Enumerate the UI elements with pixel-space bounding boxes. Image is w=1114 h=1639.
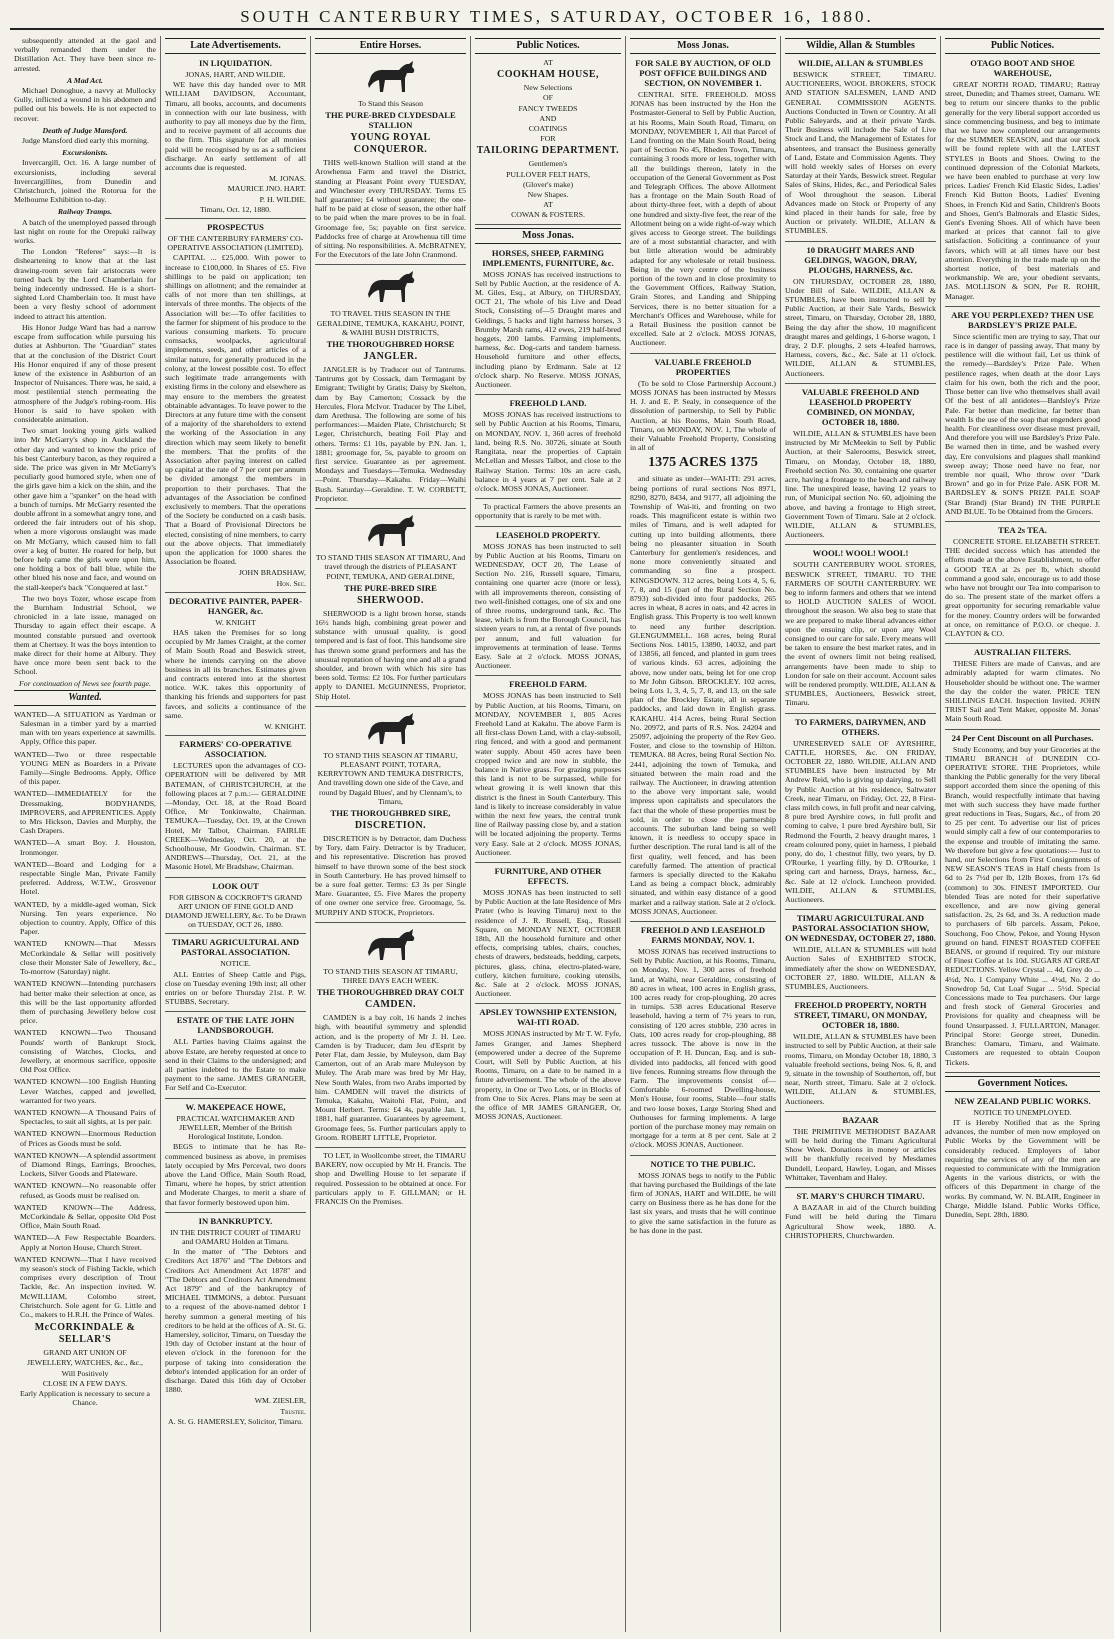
- ad-title: IN BANKRUPTCY.: [198, 1215, 273, 1226]
- ad-body: ON THURSDAY, OCTOBER 28, 1880, Under Bill of Sale. WILDIE, ALLAN & STUMBLES, have been instructed to sell by Public Auction, at their Sale Yards, Beswick street, Timaru, on Thursday, October 28, 1880, Being the day after the show, 10 magnificent draught mares and geldings, 1 6-horse wagon, 1 dray, 2 D.F. ploughs, 2 sets 4-leafed harrows, Harness, covers, &c., &c. Sale at 11 o'clock. WILDIE, ALLAN & STUMBLES, Auctioneers.: [785, 276, 936, 378]
- ad-body-continued: and situate as under—WAI-ITI: 291 acres, being portions of rural sections Nos 8971, 8290, 8270, 8434, and 9177, all adjoining the Township of Wai-iti, and fronting on two roads. This magnificent estate is within two miles of Timaru, and is well adapted for cutting up into building allotments, there being no pleasanter situation in South Canterbury for gentlemen's residences, and none more conveniently situated and commanding so fine a prospect. KINGSDOWN. 312 acres, being Lots 4, 5, 6, 7, 8, and 15 (part of the Rural Section No. 8793) sub-divided into four paddocks, 265 acres in wheat, 8 acres in oats, and 42 acres in English grass. This Property is too well known to need any further description. GLENGUMMELL. 168 acres, being Rural Sections Nos. 14015, 13890, 14032, and part of 13856, all fenced, and planted in gum trees of various kinds. 63 acres, adjoining the above, now under oats, being let for one crop to Mr John Gibson. BROCKLEY. 102 acres, being Lots 1, 3, 4, 5, 7, 8, and 13, on the sale plan of the Brockley Estate, all in separate paddocks, and laid down in English grass. KAKAHU. 414 Acres, being Rural Section No. 20972, and parts of R.S. Nos. 24204 and 25097, adjoining the property of the Rev Geo. Foster, and close to the township of Hilton. TEMUKA. 88 Acres, being Rural Section No. 2441, adjoining the town of Temuka, and situated between the main road and the railway. The Auctioneer, in drawing attention to the above very important sale, would impress upon capitalists and speculators the fact that the whole of these properties must be sold, in order to close the partnership accounts. The suburban land being so well known, it is needless to occupy space in further description. The rural land is all of the first quality, well fenced, and has been carefully farmed. The attention of practical farmers is specially directed to the Kakahu Land as being a compact block, admirably situated, and within easy distance of a good market and a railway station. Sale at 2 o'clock. MOSS JONAS, Auctioneer.: [630, 474, 776, 916]
- news-paragraph: Two smart looking young girls walked into Mr McGarry's shop in Auckland the other day and wanted to know the price of his best Canterbury bacon, as they required a side. The price was given in Mr McGarry's peculiarly good humored style, when one of the girls gave him a kick on the shin, and the other gave him a "spanker" on the head with a bunch of turnips. Mr McGarry resented the double affront in a somewhat angry tone, and ordered the fair intruders out of his shop, when a more vigorous onslaught was made on Mr McGarry, which caused him to fall over a keg of butter. He roared for help, but before help came the girls were upon him, one holding a box of ball blue, while the other blued his nose and face, and wound on the stall-keeper's back "Conquered at last.": [14, 426, 156, 592]
- government-notice: [945, 1096, 1100, 1224]
- mccorkindale-title: McCORKINDALE & SELLAR'S: [34, 1322, 136, 1346]
- cookham-line: COOKHAM HOUSE,: [496, 69, 599, 81]
- ad-title: NOTICE TO THE PUBLIC.: [650, 1158, 756, 1169]
- auction-notice: [785, 387, 936, 545]
- ad-body: SOUTH CANTERBURY WOOL STORES, BESWICK STREET, TIMARU. TO THE FARMERS OF SOUTH CANTERBURY. WE beg to inform farmers and others that we intend to HOLD AUCTION SALES of WOOL throughout the season. We also beg to state that we are prepared to make liberal advances either upon the ensuing clip, or upon any Wool consigned to our care for sale. Every means will be taken to ensure the best market rates, and in the event of owners limit not being realised, arrangements have been made to ship to London for sale on their account. Account sales will be rendered promptly. WILDIE, ALLAN & STUMBLES, Auctioneers, Beswick street, Timaru.: [785, 560, 936, 708]
- auction-notice: [475, 248, 621, 396]
- ad-title: FREEHOLD PROPERTY, NORTH STREET, TIMARU, ON MONDAY, OCTOBER 18, 1880.: [794, 1000, 927, 1031]
- wanted-ad: WANTED KNOWN—The Address, McCorkindale & Sellar, opposite Old Post Office, Main South Road.: [14, 1202, 156, 1231]
- auction-notice: [785, 1115, 936, 1188]
- ad-body: WILDIE, ALLAN & STUMBLES will hold Auction Sales of EXHIBITED STOCK, immediately after the show on WEDNESDAY, OCTOBER 27, 1880. WILDIE, ALLAN & STUMBLES, Auctioneers.: [785, 945, 936, 992]
- auction-notice: [630, 58, 776, 354]
- cookham-line: FANCY TWEEDS: [518, 103, 578, 113]
- horse-advertisement: [315, 512, 466, 707]
- column-wildie-allan-stumbles: [780, 36, 940, 1632]
- ad-title: THE THOROUGHBRED SIRE,: [330, 807, 451, 818]
- news-heading: Excursionists.: [62, 148, 108, 158]
- ad-signature: JOHN BRADSHAW,: [238, 568, 306, 578]
- wanted-ad: WANTED KNOWN—100 English Hunting Lever Watches, capped and jewelled, warranted for two years.: [14, 1077, 156, 1105]
- section-header-entire-horses: Entire Horses.: [315, 38, 466, 54]
- cookham-line: (Glover's make): [522, 179, 574, 189]
- auction-notice: [785, 548, 936, 713]
- ad-body: (To be sold to Close Partnership Account.) MOSS JONAS has been instructed by Messrs H. J. and E. P. Sealy, in consequence of the dissolution of partnership, to Sell by Public Auction, at his Rooms, Main South Road, Timaru, on MONDAY, NOV. 1, The whole of their Valuable Freehold Property, Consisting in all of: [630, 378, 776, 453]
- auction-notice: [475, 866, 621, 1004]
- wanted-ad: WANTED—A Few Respectable Boarders. Apply at Norton House, Church Street.: [14, 1233, 156, 1252]
- news-heading: A Mad Act.: [67, 75, 103, 85]
- ad-body: ALL Entries of Sheep Cattle and Pigs, close on Tuesday evening 19th inst; all other entries on or before Thursday 21st. P. W. STUBBS, Secretary.: [165, 969, 306, 1007]
- section-header-government-notices: Government Notices.: [945, 1076, 1100, 1092]
- ad-subtitle: IN THE DISTRICT COURT of TIMARU and OAMARU Holden at Timaru.: [170, 1227, 301, 1246]
- ad-body: THIS well-known Stallion will stand at the Arowhenua Farm and travel the District, standing at Pleasant Point every TUESDAY, and Winchester every THURSDAY. Terms £5 half guarantee; £4 without guarantee; the one-half to be paid at close of season, the other half to be paid when the mare proves to be in foal. Groomage fee, 5s; payable on first service. Paddocks free of charge at Arowhenua till time of sitting. No responsibilities. A. McBRATNEY, For the Executors of the late John Cranmond.: [315, 158, 466, 260]
- advertisement: [945, 310, 1100, 522]
- cookham-line: New Selections: [523, 83, 573, 93]
- ad-body: Since scientific men are trying to say, That our race is in danger of passing away, That many by pestilence will die without fail, Let us think of the remedy—Bardsley's Prize Pale. When pestilence rages, when death at the door Lays claim for his own, both the rich and the poor, Those better can live who themselves shall avail Of the best of all antidotes—Bardsley's Prize Pale. Far better than medicine, far better than wealth Is the use of the soap that engenders good health. For cleanliness over disease must prevail, And therefore you will use Bardsley's Prize Pale. Be warned then in time, and be washed every day, Ere convulsions and plagues shall mankind sweep away; Those need have no fear, nor tremble nor quail, Who throw over "Dark Brown" and go in for Prize Pale. ASK FOR M. BARDSLEY & SON'S PRIZE PALE SOAP (Star Brand) (Star Brand) IN THE PURPLE AND BLUE. To be Obtained from the Grocers.: [945, 331, 1100, 516]
- ad-title: THE THOROUGHBRED DRAY COLT: [316, 987, 465, 998]
- mccorkindale-line: GRAND ART UNION OF: [43, 1348, 127, 1358]
- wanted-ad: WANTED KNOWN—Enormous Reduction of Prices as Goods must be sold.: [14, 1129, 156, 1148]
- ad-body: LECTURES upon the advantages of CO-OPERATION will be delivered by MR BATEMAN, of CHRISTCHURCH, at the following places at 7 p.m.:— GERALDINE—Monday, Oct. 18, at the Road Board Office, Mr Tonkinwalte, Chairman. TEMUKA—Tuesday, Oct. 19, at the Crown Hotel, Mr Talbot, Chairman. FAIRLIE CREEK—Wednesday, Oct. 20, at the Schoolhouse, Mr Goodwin, Chairman. ST. ANDREWS—Thursday, Oct. 21, at the Masonic Hotel, Mr Bradshaw, Chairman.: [165, 761, 306, 872]
- ad-body: GREAT NORTH ROAD, TIMARU; Rattray street, Dunedin; and Thames street, Oamaru. WE beg to return our sincere thanks to the public generally for the very liberal support accorded us since commencing business, and beg to intimate that we have now completed our arrangements for the SUMMER SEASON, and that our stock will be found replete with all the LATEST STYLES in Boots and Shoes. Owing to the continued depression of the Colonial Markets, we have been enabled to purchase at very low prices. Ladies' French Kid Elastic Sides, Ladies' French Kid Button Boots, Ladies' Evening Shoes, in French Kid and Satin, Children's Boots and Shoes, Gent's Balmorals and Elastic Sides, Gent's Evening Shoes. All of which have been marked at prices that cannot fail to give satisfaction. Soliciting a continuance of your favors, which will at all times have our best attention. Everything in the trade made up on the shortest notice, of best materials and workmanship. We are, your obedient servants, JAS. MOLLISON & SON, Per R. ROHR, Manager.: [945, 80, 1100, 301]
- horse-name: JANGLER.: [363, 351, 418, 363]
- auction-notice: [630, 925, 776, 1155]
- news-paragraph: Judge Mansford died early this morning.: [22, 136, 149, 146]
- ad-title: TIMARU AGRICULTURAL AND PASTORAL ASSOCIATION SHOW, ON WEDNESDAY, OCTOBER 27, 1880.: [785, 913, 936, 944]
- advertisement: [165, 739, 306, 877]
- section-header-late-ads: Late Advertisements.: [165, 38, 306, 54]
- ad-signature: Trustee.: [280, 1406, 306, 1416]
- ad-signature: M. JONAS.: [268, 174, 306, 184]
- ad-body: SHERWOOD is a light brown horse, stands 16½ hands high, combining great power and substance with unusual quality, is good tempered and is fast of foot. This handsome sire has thrown some grand performers and has the unusual reputation of having one and all a grand shoulder, and brown with which his sire has been sold. Terms: £2 10s. For further particulars apply to DANIEL McGUINNESS, Proprietor, Ship Hotel.: [315, 608, 466, 701]
- gov-body: IT is Hereby Notified that as the Spring advances, the number of men now employed on Public Works by the Government will be considerably reduced. Employers of labor requiring the services of any of the men are requested to communicate with the Immigration Agents in the various districts, or with the officers of this Department in charge of the works. By command, W. N. BLAIR, Engineer in Charge, Middle Island. Public Works Office, Dunedin, Sept. 28th, 1880.: [945, 1117, 1100, 1219]
- news-paragraph: Michael Donoghue, a navvy at Mullocky Gully, inflicted a wound in his abdomen and pulled out his bowels. He is not expected to recover.: [14, 86, 156, 123]
- column-entire-horses: [310, 36, 470, 1632]
- ad-signature: P. H. WILDIE.: [259, 194, 306, 204]
- ad-title: ESTATE OF THE LATE JOHN LANDSBOROUGH.: [176, 1015, 295, 1036]
- ad-title: LEASEHOLD PROPERTY.: [496, 529, 600, 540]
- ad-body: THESE Filters are made of Canvas, and are admirably adapted for warm climates. No Householder should be without one. The warmer the day the colder the water. PRICE TEN SHILLINGS EACH. Inspection Invited. JOHN TRIST Sail and Tent Maker, opposite M. Jonas' Main South Road.: [945, 659, 1100, 724]
- ad-title: W. MAKEPEACE HOWE,: [185, 1101, 286, 1112]
- ad-subtitle: NOTICE.: [220, 959, 251, 969]
- ad-body: MOSS JONAS has been instructed to Sell by Public Auction, at his Rooms, Timaru, on MONDAY, NOVEMBER 1, 805 Acres Freehold Land at Kakahu. The above Farm is all first-class Down Land, with a clay-subsoil, ring fenced, and with a good and permanent water supply. About 450 acres have been cropped twice and are now in stubble, the balance in Native grass. For grazing purposes this land is not to be surpassed, while for wheat growing it is well known that this district is the finest in South Canterbury. This land is likely to increase considerably in value within the next few years, the central trunk line of Railway passing close by, and a station will be located adjoining the property. Terms very Easy. Sale at 2 o'clock. MOSS JONAS, Auctioneer.: [475, 691, 621, 857]
- wanted-ad: WANTED—Two or three respectable YOUNG MEN as Boarders in a Private Family—Single Bedrooms. Apply, Office of this paper.: [14, 749, 156, 787]
- news-paragraph: A batch of the unemployed passed through last night on route for the Orepuki railway works.: [14, 217, 156, 246]
- wanted-ad: WANTED KNOWN—A splendid assortment of Diamond Rings, Earrings, Brooches, Lockets, Silver Goods and Plateware.: [14, 1150, 156, 1179]
- ad-body: In the matter of "The Debtors and Creditors Act 1876" and "The Debtors and Creditors Act Amendment Act 1878" and "The Debtors and Creditors Act Amendment Act 1879" and of the bankruptcy of MICHAEL TIMMONS, a debtor. Pursuant to a request of the above-named debtor I hereby summon a general meeting of his creditors to be held at the offices of A. St. G. Hamersley, solicitor, Timaru, on Tuesday the 19th day of October instant at the hour of eleven o'clock in the forenoon for the purpose of taking into consideration the debtor's intended application for an order of discharge. Dated this 16th day of October 1880.: [165, 1247, 306, 1395]
- cookham-line: COWAN & FOSTERS.: [511, 210, 585, 220]
- horse-icon: [361, 58, 421, 98]
- advertisement: [945, 647, 1100, 729]
- wanted-ad: WANTED—A smart Boy. J. Houston, Ironmonger.: [14, 838, 156, 857]
- ad-date: A. St. G. HAMERSLEY, Solicitor, Timaru.: [168, 1416, 303, 1426]
- column-moss-jonas: [625, 36, 780, 1632]
- ad-body: CENTRAL SITE. FREEHOLD. MOSS JONAS has been instructed by the Hon the Postmaster-General to Sell by Public Auction, at his Rooms, Main South Road, Timaru, on MONDAY, NOVEMBER 1, All that Parcel of Land fronting on the Main South Road, being part of Section No 45, Rheden Town, Timaru, containing 3 roods more or less, together with all the buildings thereon, lately in the occupation of the General Government as Post and Telegraph Offices. The above Allotment has a frontage on the Main South Road of about thirty-three feet, with a depth of about one hundred and sixty-five feet, the rear of the Allotment being on a wide right-of-way which gives access to George street. The buildings are of a most substantial character, and with but little alteration would be admirably adapted for any wholesale or retail business. Being in the very centre of the business portion of the town and in close proximity to the Government Offices, Railway Station, Grain Stores, and Landing and Shipping Services, there is no better situation for a Merchant's Offices and Warehouse, while for a Retail Business the position cannot be excelled. Sale at 2 o'clock. MOSS JONAS, Auctioneer.: [630, 90, 776, 348]
- auction-notice: [630, 1159, 776, 1240]
- ad-title: FREEHOLD AND LEASEHOLD FARMS MONDAY, NOV. 1.: [640, 925, 766, 946]
- advertisement: [165, 1015, 306, 1098]
- ad-body: WILDIE, ALLAN & STUMBLES have been instructed by Mr McMeekin to Sell by Public Auction, at their Salerooms, Beswick street, Timaru, on Monday, October 18, 1880, Freehold section No. 30, containing one quarter acre, having a frontage to the beach and railway line. The unexpired lease, having 12 years to run, of Municipal section No. 60, adjoining the above, and having a frontage to High street, Government Town of Timaru. Sale at 2 o'clock. WILDIE, ALLAN & STUMBLES, Auctioneers.: [785, 428, 936, 540]
- horse-advertisement: [315, 268, 466, 509]
- ad-body: HAS taken the Premises for so long occupied by Mr James Craight, at the corner of Main South Road and Beswick street, where he intends carrying on the above business in all its branches. Estimates given and contracts entered into at the shortest notice. W.K. takes this opportunity of thanking his friends and supporters for past favors, and solicits a continuance of the same.: [165, 627, 306, 720]
- auction-notice: [785, 717, 936, 911]
- ad-body: BEGS to intimate that he has Re-commenced business as above, in premises lately occupied by Mrs Perceval, two doors above the Land Office, Main South Road, Timaru, where he hopes, by strict attention and Moderate Charges, to merit a share of that favor formerly bestowed upon him.: [165, 1142, 306, 1207]
- advertisement: [165, 881, 306, 935]
- ad-title: TO FARMERS, DAIRYMEN, AND OTHERS.: [795, 716, 926, 737]
- wanted-ad: WANTED KNOWN—A Thousand Pairs of Spectacles, to suit all sights, at 1s per pair.: [14, 1107, 156, 1127]
- gov-subtitle: NOTICE TO UNEMPLOYED.: [973, 1107, 1072, 1117]
- horse-name: DISCRETION.: [354, 819, 427, 831]
- auction-notice: [785, 1000, 936, 1112]
- ad-body: MOSS JONAS instructed by Mr T. W. Fyfe, James Granger, and James Shepherd (empowered under a decree of the Supreme Court, will Sell by Public Auction, at his Rooms, Timaru, on a date to be named in a future advertisement. The whole of the above property, in One or Two Lots, or in Blocks of from One to Six Acres. Plans may be seen at the office of MR JAMES GRANGER, Or, MOSS JONAS, Auctioneer.: [475, 1029, 621, 1122]
- auction-notice: [785, 58, 936, 242]
- ad-title: ARE YOU PERPLEXED? THEN USE BARDSLEY'S PRIZE PALE.: [951, 309, 1094, 330]
- ad-preamble: TO STAND THIS SEASON AT TIMARU, PLEASANT POINT, TOTARA, KERRYTOWN AND TEMUKA DISTRICTS, And travelling down one side of the Cave, and round by Dagald Blues', and by Clennam's, to Timaru,: [317, 750, 464, 806]
- ad-body: MOSS JONAS has been instructed to sell by Public Auction at his Rooms, Timaru on WEDNESDAY, OCT 20, The Lease of Section No. 216, Russell square, Timaru, containing one quarter acre (more or less), with all improvements thereon, consisting of two well-finished cottages, one of six and one of three rooms, underground tank, &c. The lease, which is from the Borough Council, has sixteen years to run, at a rental of five pounds per annum, and full valuation for improvements at termination of lease. Terms Easy. Sale at 2 o'clock. MOSS JONAS, Auctioneer.: [475, 541, 621, 671]
- masthead: SOUTH CANTERBURY TIMES, SATURDAY, OCTOBER 16, 1880.: [10, 6, 1104, 30]
- mccorkindale-line: Early Application is necessary to secure a Chance.: [20, 1389, 150, 1408]
- section-header-public-notices: Public Notices.: [475, 38, 621, 54]
- horse-icon: [361, 268, 421, 308]
- ad-title: 24 Per Cent Discount on all Purchases.: [951, 732, 1094, 743]
- cookham-line: AT: [543, 58, 553, 67]
- mccorkindale-line: Will Positively: [61, 1368, 109, 1378]
- mccorkindale-line: CLOSE IN A FEW DAYS.: [42, 1378, 128, 1388]
- ad-body: CAMDEN is a bay colt, 16 hands 2 inches high, with beautiful symmetry and splendid action, and is the property of Mr J. H. Lee. Camden is by Traducer, dam Jeu d'Esprit by Peter Flat, dam Jessie, by Muleyson, dam Bay Camerton, out of an Arab mare Muleyson by Muley. The Arab mare was bred by Mr Hay, New South Wales, from two Arabs imported by him. CAMDEN will travel the districts of Temuka, Kakahu, Waitohi Flat, Point, and Mount Herbert. Terms: £4 4s, payable Jan. 1, 1881, half guarantee. Guarantees by agreement. Groomage fees, 5s. Further particulars apply to Groom. ROBERT LITTLE, Proprietor.: [315, 1013, 466, 1142]
- wanted-ad: WANTED—A SITUATION as Yardman or Salesman in a timber yard by a married man with ten years experience at sawmills. Apply, Office this paper.: [14, 709, 156, 747]
- auction-notice: [785, 1191, 936, 1245]
- ad-preamble: TO TRAVEL THIS SEASON IN THE GERALDINE, TEMUKA, KAKAHU, POINT, & WAIHI BUSH DISTRICTS,: [316, 309, 465, 337]
- wanted-ad: WANTED KNOWN—That Messrs McCorkindale & Sellar will positively close their Monster Sale of Jewellery, &c., To-morrow (Saturday) night.: [14, 939, 156, 977]
- ad-title: FOR SALE BY AUCTION, OF OLD POST OFFICE BUILDINGS AND SECTION, ON NOVEMBER 1.: [635, 58, 771, 88]
- wanted-ad: WANTED—Board and Lodging for a respectable Single Man, Private Family preferred. Address, W.T.W., Grosvenor Hotel.: [14, 859, 156, 897]
- ad-title: THE THOROUGHBRED HORSE: [326, 339, 455, 350]
- gov-title: NEW ZEALAND PUBLIC WORKS.: [954, 1095, 1091, 1106]
- column-public-notices-2: [940, 36, 1104, 1632]
- ad-title: ST. MARY'S CHURCH TIMARU.: [796, 1191, 925, 1202]
- ad-title: FARMERS' CO-OPERATIVE ASSOCIATION.: [179, 739, 292, 760]
- ad-body: UNRESERVED SALE OF AYRSHIRE, CATTLE, HORSES, &c. ON FRIDAY, OCTOBER 22, 1880. WILDIE, ALLAN AND STUMBLES have been instructed by Mr Andrew Reid, who is giving up dairying, to Sell by Public Auction at his residence, Saltwater Creek, near Timaru, on Friday, Oct. 22, 8 First-class milch cows, in full profit and near calving, 8 pure bred Ayrshire cows, in full profit and coming to calve, 1 pure bred Ayrshire bull, Sir Redmond the Fourth, 2 heavy draught mares, 1 cream coloured pony, quiet in harness, 1 piebald pony, do do, 1 chestnut filly, two years, by D. O'Rourke, 1 yearling filly, by D. O'Rourke, 1 spring cart and harness, Drays, harness, &c., &c. Sale at 12 o'clock. Luncheon provided. WILDIE, ALLAN & STUMBLES, Auctioneers.: [785, 738, 936, 905]
- ad-title: FREEHOLD LAND.: [509, 398, 587, 409]
- section-header-moss-jonas: Moss Jonas.: [475, 228, 621, 244]
- cookham-line: Gentlemen's: [528, 159, 568, 169]
- ad-body: MOSS JONAS has been instructed to sell by Public Auction at the late Residence of Mrs Prater (who is leaving Timaru) next to the residence of J. R. Russell, Esq., Russell Square, on MONDAY NEXT, OCTOBER 18th, All the household furniture and other effects, comprising tables, chairs, couches, chests of drawers, bedsteads, bedding, carpets, pictures, glass, china, electro-plated-ware, cutlery, kitchen furniture, cooking utensils, &c. Sale at 2 o'clock. MOSS JONAS, Auctioneer.: [475, 888, 621, 999]
- ad-title: IN LIQUIDATION.: [199, 58, 272, 68]
- ad-subtitle: PRACTICAL WATCHMAKER AND JEWELLER, Member of the British Horological Institute, London.: [176, 1113, 295, 1142]
- ad-preamble: TO STAND THIS SEASON AT TIMARU, And travel through the districts of PLEASANT POINT, TEMUKA, AND GERALDINE,: [315, 553, 466, 581]
- ad-body: BESWICK STREET, TIMARU. AUCTIONEERS, WOOL BROKERS, STOCK AND STATION SALESMEN, LAND AND GENERAL COMMISSION AGENTS. Auctions Conducted in Town or Country. At all Public Saleyards, and at their private Yards. Their Business will include the Sale of Live Stock and Land, the Management of Estates for absentees, and transact the Business generally of Land, Estate and Commission Agents. They will hold weekly sales of Horses on every Saturday at their Yards, Beswick street. Regular Sales of Skins, Hides, &c., and Periodical Sales of Wool throughout the season. Liberal Advances made on Stock or Property of any kind placed in their hands for sale, free by Auction or privately. WILDIE, ALLAN & STUMBLES.: [785, 70, 936, 236]
- auction-notice: [475, 398, 621, 499]
- column-late-advertisements: [160, 36, 310, 1632]
- auction-notice: [475, 530, 621, 677]
- ad-body: CONCRETE STORE. ELIZABETH STREET. THE decided success which has attended the efforts made at the above Establishment, to offer a GOOD TEA at 2s per lb, which should command a good sale, encourage us to add those who have not brought our Tea into comparison to do so. The present state of the market offers a great opportunity for securing remarkable value for the money. Country orders will be forwarded at once, on remittance of P.O.O. or cheque. J. CLAYTON & CO.: [945, 536, 1100, 638]
- ad-subtitle: FOR GIBSON & COCKROFT'S GRAND ART UNION OF FINE GOLD AND DIAMOND JEWELLERY, &c. To be Drawn on TUESDAY, OCT 26, 1880.: [165, 892, 307, 930]
- ad-title: LOOK OUT: [212, 880, 259, 891]
- news-paragraph: subsequently attended at the gaol and verbally remanded them under the Distillation Act. They have been since re-arrested.: [14, 36, 156, 73]
- ad-title: WILDIE, ALLAN & STUMBLES: [797, 58, 924, 68]
- horse-advertisement: [315, 1151, 466, 1211]
- horse-advertisement: [315, 710, 466, 923]
- ad-body: THE PRIMITIVE METHODIST BAZAAR will be held during the Timaru Agricultural Show Week. Donations in money or articles will be thankfully received by Mesdames Dundell, Leopard, Hawley, Logan, and Misses Whittaker, Tavenham and Haley.: [785, 1126, 936, 1182]
- ad-body: MOSS JONAS has received instructions to Sell by Public Auction, at his Rooms, Timaru, on Monday, Nov. 1, 300 acres of freehold land, at Waihi, near Geraldine, consisting of 80 acres in wheat, 100 acres in English grass, 100 acres ready for crop-ploughing, 20 acres in turnips. 538 acres Educational Reserve leasehold, having a term of 7½ years to run, consisting of 120 acres stubble, 230 acres in Oats, 100 acres ready for crop-ploughing, 88 acres tussock. The above is now in the occupation of P. H. Duncan, Esq. and is sub-divided into paddocks, all fenced with good live fences. Running streams flow through the Farm. The improvements consist of—Comfortable 6-roomed Dwelling-house, Men's House, four rooms, Stable—four stalls and two loose boxes, Large Storing Shed and Outhouses for farming implements. A large portion of the purchase money may remain on mortgage for a term at 8 per cent. Sale at 2 o'clock. MOSS JONAS, Auctioneer.: [630, 947, 776, 1150]
- ad-body: JANGLER is by Traducer out of Tantrums. Tantrums got by Cossack, dam Termagant by Emigrant; Twilight by Gratis; Daisy by Skelton, dam by Bay Camerton; Cossack by the Hercules, Flora McIvor. Traducer by The Libel, dam Arethusa. The following are some of his performances:—Maiden Plate, Christchurch; St Leger, Christchurch, beating Foil Play and others. Terms: £1 10s, payable by P.N. Jan. 1, 1881; groomage for, 5s, payable to groom on first service. Guarantee as per agreement. Mondays and Tuesdays—Temuka. Wednesday—Point. Thursday—Kakahu. Friday—Waihi Bush. Saturday—Geraldine. T. W. CORBETT, Proprietor.: [315, 365, 466, 503]
- continuation-note: For continuation of News see fourth page.: [19, 678, 151, 688]
- news-heading: Death of Judge Mansford.: [42, 125, 128, 135]
- section-header-moss-jonas: Moss Jonas.: [630, 38, 776, 54]
- ad-title: HORSES, SHEEP, FARMING IMPLEMENTS, FURNITURE, &c.: [482, 247, 614, 268]
- column-news: [10, 36, 160, 1632]
- ad-title: APSLEY TOWNSHIP EXTENSION, WAI-ITI ROAD.: [479, 1007, 617, 1028]
- ad-title: TIMARU AGRICULTURAL AND PASTORAL ASSOCIATION.: [171, 937, 300, 958]
- advertisement: [165, 58, 306, 219]
- ad-body: To practical Farmers the above presents an opportunity that is rarely to be met with.: [475, 502, 621, 521]
- news-heading: Railway Tramps.: [57, 207, 113, 217]
- advertisement: [945, 58, 1100, 307]
- mccorkindale-line: JEWELLERY, WATCHES, &c., &c.,: [26, 1358, 143, 1368]
- ad-signature: MAURICE JNO. HART.: [227, 184, 306, 194]
- ad-body: CAPITAL ... £25,000. With power to increase to £100,000. In Shares of £5. Five shillings to be paid on application; ten shillings on allotment; and the remainder at calls of not more than ten shillings, at intervals of three months. The objects of the Association will be:—To offer facilities to the farmer for shipment of his produce to the various consuming markets. To procure cornsacks, woolpacks, agricultural implements, seeds, and other articles of a similar nature, for generally produced in the colony, at the lowest possible cost. To effect such legitimate trade arrangements with existing firms in the colony and elsewhere as may ensure to the members the greatest obtainable advantages. To leave power to the Directors at any future time with the consent of a majority of the shareholders to extend the working of the Association in any direction which may seem likely to benefit the members. That the profits of the Association after paying interest on called up capital at the rate of 7 per cent per annum be divided amongst the members in proportion to their purchases. That the advantages of the Association be confined exclusively to members. That the operations of the Society be conducted on a cash basis. That a Board of Provisional Directors be elected, consisting of nine members, to carry out the above objects. That immediately upon the application for 1000 shares the Association be floated.: [165, 253, 306, 567]
- cookham-line: PULLOVER FELT HATS,: [506, 169, 590, 179]
- auction-notice: [630, 357, 776, 922]
- news-paragraph: The London "Referee" says:—It is disheartening to know that at the last drawing-room seven fair aristocrats were turned back by the Lord Chamberlain for being indecently undressed. He is a short-sighted Lord Chamberlain too. It must have been a very fleshy school of adornment indeed to attract his attention.: [14, 247, 156, 321]
- cookham-line: TAILORING DEPARTMENT.: [476, 145, 620, 157]
- ad-title: WOOL! WOOL! WOOL!: [812, 548, 909, 559]
- ad-subtitle: W. KNIGHT: [215, 617, 256, 627]
- ad-title: THE PURE-BRED SIRE: [344, 582, 437, 593]
- ad-title: OTAGO BOOT AND SHOE WAREHOUSE,: [970, 58, 1075, 78]
- horse-advertisement: [315, 926, 466, 1148]
- ad-title: BAZAAR: [842, 1114, 879, 1125]
- ad-body: MOSS JONAS has received instructions to sell by Public Auction at his Rooms, Timaru, on MONDAY, NOV. 1, 360 acres of freehold land, being R.S. No. 30726, situate at South Rangitata, near the properties of Captain McLellan and Messrs Talbot, and close to the Railway Station. Terms: 10s an acre cash, balance in 4 years at 7 per cent. Sale at 2 o'clock. MOSS JONAS, Auctioneer.: [475, 410, 621, 493]
- wanted-ad: WANTED KNOWN—Two Thousand Pounds' worth of Bankrupt Stock, consisting of Watches, Clocks, and Jewellery, at enormous sacrifice, opposite Old Post Office.: [14, 1028, 156, 1075]
- horse-icon: [361, 710, 421, 750]
- horse-advertisement: [315, 58, 466, 265]
- cookham-line: AND: [539, 113, 557, 123]
- auction-notice: [785, 913, 936, 997]
- ad-title: PROSPECTUS: [207, 222, 264, 233]
- advertisement: [165, 1102, 306, 1213]
- advertisement: [945, 525, 1100, 644]
- wanted-ad: WANTED, by a middle-aged woman, Sick Nursing. Ten years experience. No objection to country. Apply, Office of this Paper.: [14, 899, 156, 937]
- auction-notice: [475, 1007, 621, 1126]
- ad-body: WE have this day handed over to MR WILLIAM DAVIDSON, Accountant, Timaru, all books, accounts, and documents in connection with our late business, with authority to pay all moneys due by the firm, and to receive payment of all accounts due to the firm. This signature for all monies paid will be recognised by us as a sufficient discharge. An early settlement of all accounts due is requested.: [165, 80, 306, 173]
- ad-body: Study Economy, and buy your Groceries at the TIMARU BRANCH of DUNEDIN CO-OPERATIVE STORE. THE Proprietors, while thanking the Public generally for the very liberal support accorded them since the opening of this Branch, would respectfully intimate that having met with such success they have made further great reductions in Teas, Sugars, &c., of from 20 to 25 per cent. To advertise our list of prices would simply call a few of our contemporaries to the expense and trouble of imitating the same. We therefore but give a few quotations:— Just to hand, our Selections from First Consignments of NEW SEASON'S TEAS in Half chests from 1s 6d to 2s 7½d per lb, 12lb Boxes, from 17s 6d (common) to 30s. FINEST IMPORTED. Our blended Teas are noted for their superlative excellence, and are now giving general satisfaction. 2s, 2s 6d, and 3s. A reduction made to purchasers of 6lb parcels. Assam, Pekoe, Souchong, Foo Chow, Pekoe, and Young Hyson ground on hand. FINEST ROASTED COFFEE BEANS, or ground if required. Try our mixture of Finest Coffee at 1s 10d. SUGARS AT GREAT REDUCTIONS. Yellow Crystal ... 4d, Grey do ... 4½d, No. 1 Company White ... 4½d, No. 2 do Snowdrop 5d, Cut Loaf Sugar ... 5½d. Special Concessions made to Tea purchasers. Our large and fresh stock of General Groceries and Provisions for quality and cheapness will be found Unsurpassed. J. FULLARTON, Manager. Principal Store: George street, Dunedin. Branches: Oamaru, Timaru, and Waimate. Customers are requested to obtain Coupon Tickets.: [945, 744, 1100, 1067]
- ad-body: WILDIE, ALLAN & STUMBLES have been instructed to sell by Public Auction, at their sale rooms, Timaru, on Monday October 18, 1880, 3 valuable freehold sections, being Nos. 6, 8, and 9, situate in the township of Southerton, off, but near, North street, Timaru. Sale at 2 o'clock. WILDIE, ALLAN & STUMBLES, Auctioneers.: [785, 1032, 936, 1106]
- column-public-notices: [470, 36, 625, 1632]
- horse-name: CAMDEN.: [365, 999, 416, 1011]
- cookham-line: OF: [543, 93, 553, 103]
- ad-signature: WM. ZIESLER,: [254, 1396, 306, 1406]
- wanted-ad: WANTED KNOWN—No reasonable offer refused, as Goods must be realised on.: [14, 1181, 156, 1200]
- wanted-ad: WANTED KNOWN—Intending purchasers had better make their selection at once, as this will be the last opportunity afforded them of purchasing Jewellery below cost price.: [14, 979, 156, 1026]
- acreage-banner: 1375 ACRES 1375: [648, 455, 758, 471]
- ad-body: ALL Parties having Claims against the above Estate, are hereby requested at once to send in their Claims to the undersigned; and all parties indebted to the Estate to make payment to the same. JAMES GRANGER, For Self and Co-Executor.: [165, 1037, 306, 1093]
- cookham-line: COATINGS: [528, 124, 568, 134]
- auction-notice: [475, 679, 621, 863]
- ad-body: TO LET, in Woollcombe street, the TIMARU BAKERY, now occupied by Mr H. Francis. The shop and Dwelling House to let separate if required. Possession to be obtained at once. For particulars apply to F. GILLMAN; or H. FRANCIS On the Premises.: [315, 1151, 466, 1207]
- ad-body: MOSS JONAS begs to notify to the Public that having purchased the Buildings of the late firm of JONAS, HART and WILDIE, he will carry on Business there as he has done for the last six years, and trusts that he will continue to give the same satisfaction in the future as he has done in the past.: [630, 1170, 776, 1235]
- advertisement: [165, 596, 306, 736]
- wanted-ad: WANTED—IMMEDIATELY for the Dressmaking, BODYHANDS, IMPROVERS, and APPRENTICES. Apply to Mrs Hickson, Davies and Murphy, the Cash Drapers.: [14, 789, 156, 836]
- horse-name: SHERWOOD.: [357, 594, 424, 606]
- cookham-line: New Shapes.: [527, 190, 569, 200]
- ad-signature: W. KNIGHT.: [264, 722, 306, 731]
- news-paragraph: His Honor Judge Ward has had a narrow escape from suffocation while pursuing his duties at Ashburton. The "Guardian" states that at the conclusion of the District Court His Honor enquired if any of those present knew of the existence in Ashburton of an Inspector of Nuisances. There was, he said, a most pestilential stench permeating the atmosphere of the Judge's robing-room. His Honor is said to have spoken with considerable animation.: [14, 322, 156, 424]
- cookham-line: AT: [543, 200, 553, 210]
- advertisement: [165, 937, 306, 1012]
- ad-preamble: TO STAND THIS SEASON AT TIMARU, THREE DAYS EACH WEEK.: [323, 966, 458, 985]
- ad-title: VALUABLE FREEHOLD AND LEASEHOLD PROPERTY COMBINED, ON MONDAY, OCTOBER 18, 1880.: [801, 386, 920, 427]
- ad-title: THE PURE-BRED CLYDESDALE STALLION: [325, 110, 456, 131]
- section-header-public-notices: Public Notices.: [945, 38, 1100, 54]
- ad-date: Timaru, Oct. 12, 1880.: [200, 204, 271, 214]
- advertisement: [945, 733, 1100, 1073]
- horse-icon: [361, 512, 421, 552]
- advertisement: [165, 1216, 306, 1430]
- ad-title: DECORATIVE PAINTER, PAPER-HANGER, &c.: [169, 595, 302, 616]
- cookham-house-ad: [475, 58, 621, 225]
- ad-subtitle: OF THE CANTERBURY FARMERS' CO-OPERATIVE ASSOCIATION (LIMITED).: [167, 234, 304, 253]
- horse-name: YOUNG ROYAL CONQUEROR.: [350, 132, 431, 156]
- ad-subtitle: JONAS, HART, AND WILDIE.: [185, 70, 286, 79]
- news-paragraph: Invercargill, Oct. 16. A large number of excursionists, including several Invercargillites, from Dunedin and Christchurch, joined the Rotorua for the Melbourne Exhibition to-day.: [14, 158, 156, 205]
- section-header-wildie-allan-stumbles: Wildie, Allan & Stumbles: [785, 38, 936, 54]
- news-paragraph: The two boys Tozer, whose escape from the Burnham Industrial School, we chronicled in a late issue, managed on Thursday to again effect their escape. A mounted constable pursued and overtook them at Chertsey. It was the boys intention to make direct for their home at Albury. They have once more been sent back to the School.: [14, 593, 156, 677]
- ad-body: MOSS JONAS has received instructions to Sell by Public Auction, at the residence of A. M. Giles, Esq., at Albury, on THURSDAY, OCT 21, The whole of his Live and Dead Stock, Consisting of—5 Draught mares and Geldings, 5 hacks and light harness horses, 3 Brumby Marsh rams, 412 ewes, 219 half-bred hoggets, 200 lambs. Farming implements, harness, &c. Dog-carts and tandem harness. Household furniture and other effects, including piano by Erdmann. Sale at 12 o'clock sharp. No Reserve. MOSS JONAS, Auctioneer.: [475, 269, 621, 390]
- auction-notice: [785, 245, 936, 384]
- ad-title: FREEHOLD FARM.: [509, 679, 587, 690]
- ad-title: FURNITURE, AND OTHER EFFECTS.: [494, 866, 602, 887]
- section-header-wanted: Wanted.: [14, 690, 156, 706]
- ad-title: VALUABLE FREEHOLD PROPERTIES: [654, 356, 752, 377]
- ad-signature: Hon. Sec.: [276, 578, 306, 588]
- ad-title: 10 DRAUGHT MARES AND GELDINGS, WAGON, DRAY, PLOUGHS, HARNESS, &c.: [804, 244, 917, 275]
- auction-notice: [475, 502, 621, 526]
- ad-title: TEA 2s TEA.: [998, 524, 1047, 535]
- ad-title: AUSTRALIAN FILTERS.: [973, 647, 1072, 658]
- mccorkindale-ad: [14, 1322, 156, 1411]
- ad-preamble: To Stand this Season: [357, 99, 424, 108]
- ad-body: DISCRETION is by Detractor, dam Duchess by Tory, dam Fairy. Detractor is by Traducer, and his representative. Discretion has proved himself to have thrown some of the best stock in South Canterbury. He has proved himself to be a sure foal getter. Terms: £3 3s per Single Mare. Guarantee, £5. Five Mares the property of one owner one service free. Groomage, 5s. MURPHY AND STOCK, Proprietors.: [315, 833, 466, 917]
- wanted-ad: WANTED KNOWN—That I have received my season's stock of Fishing Tackle, which comprises every description of Trout Tackle, &c. An inspection invited. W. McWILLIAM, Colombo street, Christchurch. Sole agent for G. Little and Co., makers to H.R.H. the Prince of Wales.: [14, 1254, 156, 1319]
- horse-icon: [361, 926, 421, 966]
- advertisement: [165, 222, 306, 593]
- ad-body: A BAZAAR in aid of the Church building Fund will be held during the Timaru Agricultural Show week, 1880. A. CHRISTOPHERS, Churchwarden.: [785, 1203, 936, 1240]
- cookham-line: FOR: [540, 134, 556, 144]
